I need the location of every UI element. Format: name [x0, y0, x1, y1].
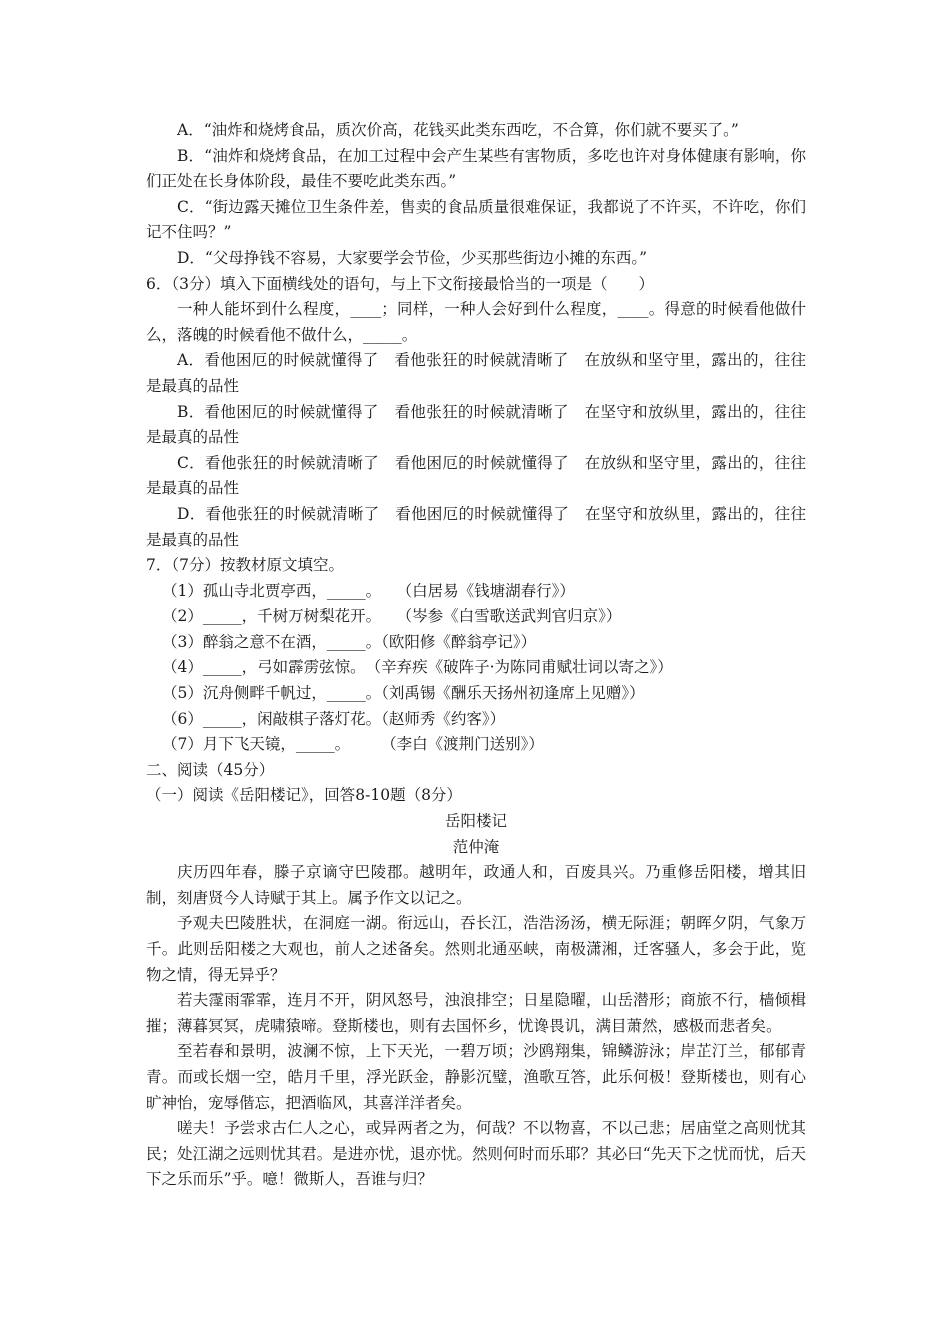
q6-option-d: D．看他张狂的时候就清晰了 看他困厄的时候就懂得了 在坚守和放纵里，露出的，往往是最真的品性: [146, 504, 806, 549]
q7-item-1: （1）孤山寺北贾亭西，_____。 （白居易《钱塘湖春行》）: [162, 581, 575, 600]
passage-paragraph-3: 若夫霪雨霏霏，连月不开，阴风怒号，浊浪排空；日星隐曜，山岳潜形；商旅不行，樯倾楫摧；薄暮冥冥，虎啸猿啼。登斯楼也，则有去国怀乡，忧谗畏讥，满目萧然，感极而悲者矣。: [146, 991, 806, 1035]
q5-option-c: C．“街边露天摊位卫生条件差，售卖的食品质量很难保证，我都说了不许买，不许吃，你们记不住吗？”: [146, 197, 806, 242]
q6-stem: 6．（3分）填入下面横线处的语句，与上下文衔接最恰当的一项是（ ）: [146, 274, 654, 293]
q6-option-a: A．看他困厄的时候就懂得了 看他张狂的时候就清晰了 在放纵和坚守里，露出的，往往是最真的品性: [146, 351, 806, 395]
q5-option-b: B．“油炸和烧烤食品，在加工过程中会产生某些有害物质，多吃也许对身体健康有影响，你们正处在长身体阶段，最佳不要吃此类东西。”: [146, 146, 806, 191]
document-page: [146, 118, 806, 1193]
passage-author: 范仲淹: [452, 837, 500, 856]
q7-item-7: （7）月下飞天镜，_____。 （李白《渡荆门送别》）: [162, 735, 544, 754]
passage-title: 岳阳楼记: [444, 812, 507, 831]
passage-paragraph-2: 予观夫巴陵胜状，在洞庭一湖。衔远山，吞长江，浩浩汤汤，横无际涯；朝晖夕阴，气象万千。此则岳阳楼之大观也，前人之述备矣。然则北通巫峡，南极潇湘，迁客骚人，多会于此，览物之情，得无异乎？: [146, 914, 806, 984]
passage-paragraph-4: 至若春和景明，波澜不惊，上下天光，一碧万顷；沙鸥翔集，锦鳞游泳；岸芷汀兰，郁郁青青。而或长烟一空，皓月千里，浮光跃金，静影沉璧，渔歌互答，此乐何极！登斯楼也，则有心旷神怡，宠辱偕忘，把酒临风，其喜洋洋者矣。: [146, 1042, 806, 1112]
q6-option-c: C．看他张狂的时候就清晰了 看他困厄的时候就懂得了 在放纵和坚守里，露出的，往往是最真的品性: [146, 453, 806, 498]
q7-item-2: （2）_____，千树万树梨花开。 （岑参《白雪歌送武判官归京》）: [162, 607, 622, 626]
passage-paragraph-5: 嗟夫！予尝求古仁人之心，或异两者之为，何哉？不以物喜，不以己悲；居庙堂之高则忧其民；处江湖之远则忧其君。是进亦忧，退亦忧。然则何时而乐耶？其必曰“先天下之忧而忧，后天下之乐而乐”乎。噫！微斯人，吾谁与归？: [146, 1119, 806, 1189]
q7-item-3: （3）醉翁之意不在酒，_____。（欧阳修《醉翁亭记》）: [162, 632, 537, 651]
passage-paragraph-1: 庆历四年春，滕子京谪守巴陵郡。越明年，政通人和，百废具兴。乃重修岳阳楼，增其旧制，刻唐贤今人诗赋于其上。属予作文以记之。: [146, 863, 806, 907]
subsection-heading: （一）阅读《岳阳楼记》，回答8-10题（8分）: [146, 786, 462, 805]
q6-passage: 一种人能坏到什么程度，____；同样，一种人会好到什么程度，____。得意的时候看他做什么，落魄的时候看他不做什么，_____。: [146, 300, 806, 344]
q6-option-b: B．看他困厄的时候就懂得了 看他张狂的时候就清晰了 在坚守和放纵里，露出的，往往是最真的品性: [146, 402, 806, 447]
q7-item-5: （5）沉舟侧畔千帆过，_____。（刘禹锡《酬乐天扬州初逢席上见赠》）: [162, 684, 645, 703]
q7-item-6: （6）_____，闲敲棋子落灯花。（赵师秀《约客》）: [162, 709, 506, 728]
q5-option-d: D．“父母挣钱不容易，大家要学会节俭，少买那些街边小摊的东西。”: [177, 248, 648, 267]
q5-option-a: A．“油炸和烧烤食品，质次价高，花钱买此类东西吃，不合算，你们就不要买了。”: [177, 121, 739, 139]
q7-stem: 7．（7分）按教材原文填空。: [146, 556, 344, 575]
q7-item-4: （4）_____，弓如霹雳弦惊。 （辛弃疾《破阵子·为陈同甫赋壮词以寄之》）: [162, 658, 673, 677]
section-heading: 二、阅读（45分）: [146, 760, 275, 779]
